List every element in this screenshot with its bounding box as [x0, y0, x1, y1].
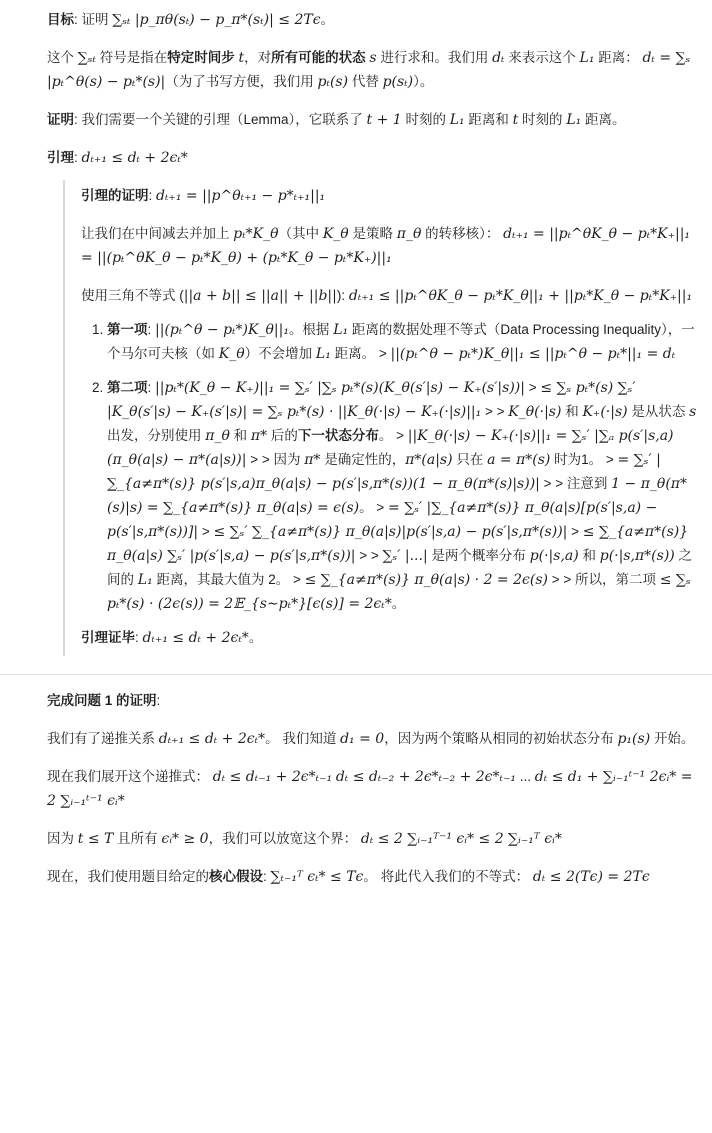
text-segment: （其中: [278, 226, 323, 241]
text-segment: 是策略: [348, 226, 397, 241]
math-expression: dₜ: [492, 50, 505, 66]
bold-label: 下一状态分布: [297, 428, 379, 443]
math-expression: L₁: [137, 572, 153, 588]
text-segment: 现在我们展开这个递推式：: [47, 769, 213, 784]
text-segment: 。: [391, 596, 406, 611]
text-segment: 和: [578, 548, 600, 563]
text-segment: > >: [481, 404, 509, 419]
math-expression: a = π*(s): [487, 452, 551, 468]
text-segment: ...: [515, 769, 535, 784]
text-segment: （为了书写方便，我们用: [165, 74, 318, 89]
proof-intro-paragraph: [47, 108, 702, 132]
math-expression: p₁(s): [617, 731, 651, 747]
divider: [0, 674, 712, 675]
math-expression: L₁: [315, 346, 331, 362]
math-expression: t: [238, 50, 245, 66]
text-segment: 代替: [348, 74, 383, 89]
text-segment: : 我们需要一个关键的引理（Lemma），它联系了: [74, 112, 367, 127]
math-expression: dₜ₊₁ = ||p^θₜ₊₁ − p*ₜ₊₁||₁: [156, 188, 326, 204]
bold-label: 引理: [47, 150, 74, 165]
goal-paragraph: [47, 8, 702, 32]
text-segment: 和: [229, 428, 251, 443]
bold-label: 目标: [47, 12, 74, 27]
text-segment: 距离：: [594, 50, 643, 65]
lemma-proof-step-2: [81, 284, 702, 308]
math-expression: π*: [250, 428, 268, 444]
text-segment: 是确定性的，: [320, 452, 406, 467]
text-segment: :: [156, 693, 161, 708]
math-expression: π*(a|s): [405, 452, 453, 468]
text-segment: 时刻的: [518, 112, 567, 127]
text-segment: 让我们在中间减去并加上: [81, 226, 234, 241]
math-expression: dₜ ≤ d₁ + ∑ᵢ₋₁ᵗ⁻¹ 2ϵᵢ* = 2 ∑ᵢ₋₁ᵗ⁻¹ ϵᵢ*: [47, 769, 693, 809]
math-expression: dₜ ≤ 2 ∑ᵢ₋₁ᵀ⁻¹ ϵᵢ* ≤ 2 ∑ᵢ₋₁ᵀ ϵᵢ*: [360, 831, 562, 847]
math-expression: K_θ(·|s): [508, 404, 562, 420]
text-segment: :: [74, 150, 82, 165]
math-expression: = ∑ₛ′ |∑_{a≠π*(s)} π_θ(a|s)[p(s′|s,a) − p(s′|s,π*(s))]|: [107, 500, 658, 540]
math-expression: ∑ₛₜ: [77, 50, 96, 66]
math-expression: ||K_θ(·|s) − K₊(·|s)||₁ = ∑ₛ′ |∑ₐ p(s′|s,a)(π_θ(a|s) − π*(a|s))|: [107, 428, 674, 468]
math-expression: K₊(·|s): [582, 404, 628, 420]
text-segment: 且所有: [113, 831, 162, 846]
math-expression: dₜ₊₁ ≤ dₜ + 2ϵₜ*: [142, 630, 249, 646]
bold-label: 第二项: [107, 380, 148, 395]
lemma-proof-blockquote: [63, 180, 702, 656]
math-expression: p(sₜ): [382, 74, 414, 90]
text-segment: > > 所以，第二项: [547, 572, 660, 587]
lemma-proof-step-1: [81, 222, 702, 270]
math-expression: t: [512, 112, 519, 128]
math-expression: dₜ₊₁ ≤ dₜ + 2ϵₜ*: [158, 731, 266, 747]
math-expression: ||a + b|| ≤ ||a|| + ||b||: [183, 288, 337, 304]
bold-label: 引理证毕: [81, 630, 135, 645]
text-segment: : 证明: [74, 12, 113, 27]
text-segment: 。 >: [378, 428, 408, 443]
math-expression: ∑ₛ′ |...|: [382, 548, 428, 564]
text-segment: 进行求和。我们用: [376, 50, 493, 65]
math-expression: ≤ ∑_{a≠π*(s)} π_θ(a|s) ∑ₛ′ |p(s′|s,a) − p(s′|s,π*(s))|: [107, 524, 689, 564]
math-expression: p(·|s,a): [529, 548, 579, 564]
math-expression: L₁: [449, 112, 465, 128]
recurrence-paragraph: [47, 727, 702, 751]
math-expression: π_θ: [396, 226, 422, 242]
text-segment: >: [198, 524, 214, 539]
math-expression: s: [369, 50, 377, 66]
definition-paragraph: [47, 46, 702, 94]
text-segment: 之间的: [107, 548, 693, 587]
text-segment: 。: [248, 630, 263, 645]
math-expression: K_θ: [322, 226, 349, 242]
conclusion-paragraph: [47, 865, 702, 889]
math-expression: 1 − π_θ(π*(s)|s) = ∑_{a≠π*(s)} π_θ(a|s) = ϵ(s): [107, 476, 688, 516]
math-expression: ϵᵢ* ≥ 0: [161, 831, 209, 847]
math-expression: = ∑ₛ′ |∑_{a≠π*(s)} p(s′|s,a)π_θ(a|s) − p(s′|s,π*(s))(1 − π_θ(π*(s)|s))|: [107, 452, 661, 492]
math-expression: p(·|s,π*(s)): [599, 548, 675, 564]
text-segment: 距离。 >: [330, 346, 391, 361]
text-segment: 距离和: [464, 112, 513, 127]
text-segment: 开始。: [650, 731, 695, 746]
math-expression: t ≤ T: [77, 831, 114, 847]
text-segment: ):: [336, 288, 349, 303]
math-expression: ≤ ∑ₛ pₜ*(s) · (2ϵ(s)) = 2𝔼_{s∼pₜ*}[ϵ(s)] = 2ϵₜ*: [107, 572, 691, 612]
text-segment: ，因为两个策略从相同的初始状态分布: [384, 731, 618, 746]
bold-label: 证明: [47, 112, 74, 127]
bold-label: 所有可能的状态: [271, 50, 366, 65]
text-segment: 是从状态: [627, 404, 690, 419]
text-segment: 后的: [267, 428, 298, 443]
math-expression: dₜ ≤ 2(Tϵ) = 2Tϵ: [532, 869, 650, 885]
text-segment: :: [147, 380, 156, 395]
math-expression: pₜ*K_θ: [233, 226, 279, 242]
text-segment: 。根据: [288, 322, 334, 337]
math-expression: dₜ₊₁ = ||pₜ^θK_θ − pₜ*K₊||₁ = ||(pₜ^θK_θ − pₜ*K_θ) + (pₜ*K_θ − pₜ*K₊)||₁: [81, 226, 691, 266]
text-segment: :: [263, 869, 271, 884]
math-expression: ||pₜ*(K_θ − K₊)||₁ = ∑ₛ′ |∑ₛ pₜ*(s)(K_θ(s′|s) − K₊(s′|s))|: [155, 380, 525, 396]
text-segment: > > 注意到: [539, 476, 612, 491]
math-expression: dₜ ≤ dₜ₋₂ + 2ϵ*ₜ₋₂ + 2ϵ*ₜ₋₁: [335, 769, 516, 785]
math-expression: pₜ(s): [317, 74, 349, 90]
lemma-proof-heading: [81, 184, 702, 208]
text-segment: 我们有了递推关系: [47, 731, 159, 746]
list-item-second-term: [107, 376, 702, 616]
text-segment: 出发，分别使用: [107, 428, 206, 443]
text-segment: > > 因为: [246, 452, 305, 467]
math-expression: ∑ₛₜ |p_πθ(sₜ) − p_π*(sₜ)| ≤ 2Tϵ: [112, 12, 321, 28]
bold-label: 第一项: [107, 322, 148, 337]
text-segment: ，我们可以放宽这个界：: [208, 831, 361, 846]
bold-label: 引理的证明: [81, 188, 149, 203]
math-expression: L₁: [333, 322, 349, 338]
math-expression: dₜ ≤ dₜ₋₁ + 2ϵ*ₜ₋₁: [212, 769, 333, 785]
bold-label: 特定时间步: [167, 50, 235, 65]
lemma-end: [81, 626, 702, 650]
text-segment: 。 >: [359, 500, 389, 515]
completion-heading: [47, 689, 702, 713]
math-expression: L₁: [579, 50, 595, 66]
text-segment: :: [147, 322, 156, 337]
text-segment: 和: [561, 404, 583, 419]
text-segment: :: [135, 630, 143, 645]
text-segment: 来表示这个: [504, 50, 580, 65]
math-expression: d₁ = 0: [340, 731, 385, 747]
text-segment: 符号是指在: [95, 50, 168, 65]
math-expression: π*: [304, 452, 321, 468]
text-segment: 距离的数据处理不等式（Data Processing Inequality），一个马尔可夫核（如: [107, 322, 695, 361]
math-expression: K_θ: [218, 346, 245, 362]
math-expression: t + 1: [366, 112, 402, 128]
math-expression: ≤ ∑ₛ′ ∑_{a≠π*(s)} π_θ(a|s)|p(s′|s,a) − p(s′|s,π*(s))|: [213, 524, 568, 540]
math-expression: L₁: [566, 112, 582, 128]
math-expression: ||(pₜ^θ − pₜ*)K_θ||₁ ≤ ||pₜ^θ − pₜ*||₁ = dₜ: [390, 346, 676, 362]
text-segment: >: [567, 524, 583, 539]
text-segment: ）。: [413, 74, 434, 89]
math-expression: ||(pₜ^θ − pₜ*)K_θ||₁: [155, 322, 289, 338]
math-expression: ∑ₜ₋₁ᵀ ϵₜ* ≤ Tϵ: [270, 869, 364, 885]
text-segment: > >: [355, 548, 383, 563]
math-expression: π_θ: [205, 428, 230, 444]
text-segment: 这个: [47, 50, 78, 65]
lemma-statement: [47, 146, 702, 170]
text-segment: :: [148, 188, 157, 203]
text-segment: ，对: [244, 50, 272, 65]
math-expression: ≤ ∑_{a≠π*(s)} π_θ(a|s) · 2 = 2ϵ(s): [304, 572, 548, 588]
text-segment: ）不会增加: [244, 346, 316, 361]
text-segment: 时为1。 >: [550, 452, 618, 467]
text-segment: 的转移核）：: [421, 226, 504, 241]
math-expression: dₜ₊₁ ≤ ||pₜ^θK_θ − pₜ*K_θ||₁ + ||pₜ*K_θ − pₜ*K₊||₁: [348, 288, 693, 304]
relax-paragraph: [47, 827, 702, 851]
text-segment: 使用三角不等式 (: [81, 288, 184, 303]
unroll-paragraph: [47, 765, 702, 813]
text-segment: 时刻的: [401, 112, 450, 127]
math-expression: ≤ ∑ₛ pₜ*(s) ∑ₛ′ |K_θ(s′|s) − K₊(s′|s)| = ∑ₛ pₜ*(s) · ||K_θ(·|s) − K₊(·|s)||₁: [107, 380, 636, 420]
text-segment: 。: [320, 12, 335, 27]
text-segment: 只在: [452, 452, 488, 467]
math-expression: s: [689, 404, 697, 420]
text-segment: 是两个概率分布: [427, 548, 530, 563]
text-segment: 现在，我们使用题目给定的: [47, 869, 209, 884]
math-expression: dₜ = ∑ₛ |pₜ^θ(s) − pₜ*(s)|: [47, 50, 691, 90]
text-segment: 。 我们知道: [265, 731, 341, 746]
text-segment: >: [524, 380, 541, 395]
text-segment: 因为: [47, 831, 78, 846]
list-item-first-term: [107, 318, 702, 366]
term-list: [81, 318, 702, 616]
bold-label: 核心假设: [209, 869, 263, 884]
bold-label: 完成问题 1 的证明: [47, 693, 157, 708]
math-expression: dₜ₊₁ ≤ dₜ + 2ϵₜ*: [81, 150, 188, 166]
text-segment: 距离，其最大值为 2。 >: [152, 572, 305, 587]
text-segment: 。 将此代入我们的不等式：: [363, 869, 533, 884]
text-segment: 距离。: [581, 112, 626, 127]
